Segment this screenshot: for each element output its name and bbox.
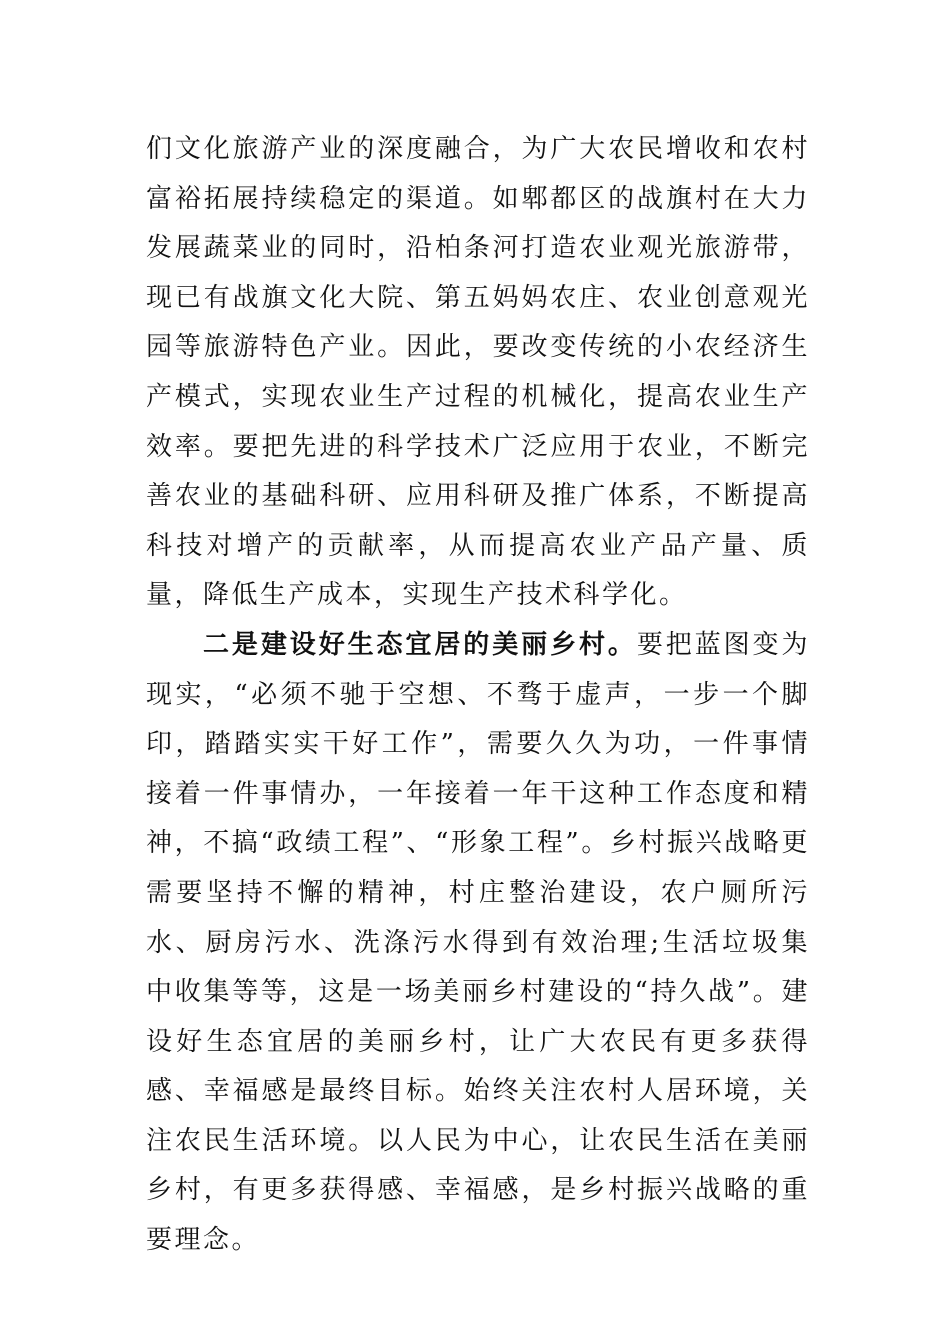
section-two-heading: 二是建设好生态宜居的美丽乡村。	[203, 629, 637, 660]
document-body	[146, 125, 810, 1266]
paragraph-continued: 们文化旅游产业的深度融合，为广大农民增收和农村富裕拓展持续稳定的渠道。如郫都区的战旗村在大力发展蔬菜业的同时，沿柏条河打造农业观光旅游带，现已有战旗文化大院、第五妈妈农庄、农业创意观光园等旅游特色产业。因此，要改变传统的小农经济生产模式，实现农业生产过程的机械化，提高农业生产效率。要把先进的科学技术广泛应用于农业，不断完善农业的基础科研、应用科研及推广体系，不断提高科技对增产的贡献率，从而提高农业产品产量、质量，降低生产成本，实现生产技术科学化。	[146, 134, 810, 611]
section-two-body: 要把蓝图变为现实，“必须不驰于空想、不骛于虚声，一步一个脚印，踏踏实实干好工作”，需要久久为功，一件事情接着一件事情办，一年接着一年干这种工作态度和精神，不搞“政绩工程”、“形象工程”。乡村振兴战略更需要坚持不懈的精神，村庄整治建设，农户厕所污水、厨房污水、洗涤污水得到有效治理;生活垃圾集中收集等等，这是一场美丽乡村建设的“持久战”。建设好生态宜居的美丽乡村，让广大农民有更多获得感、幸福感是最终目标。始终关注农村人居环境，关注农民生活环境。以人民为中心，让农民生活在美丽乡村，有更多获得感、幸福感，是乡村振兴战略的重要理念。	[146, 629, 810, 1256]
paragraph-section-two	[146, 621, 810, 1266]
